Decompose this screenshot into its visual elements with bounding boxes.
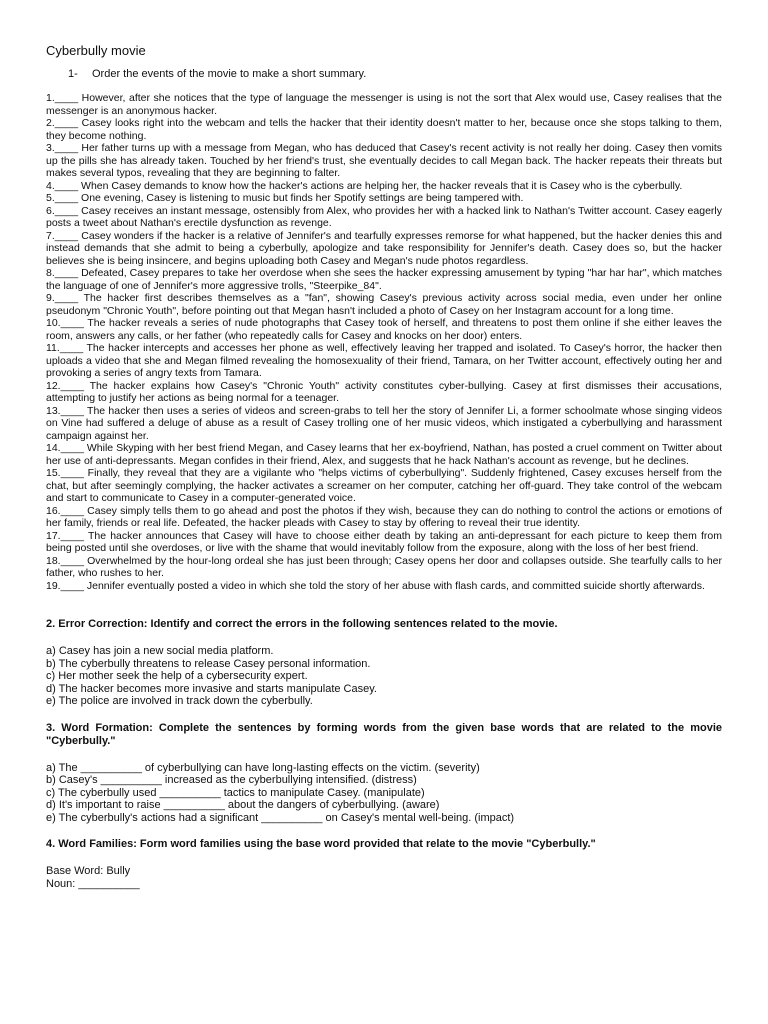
list-item: a) The __________ of cyberbullying can have long-lasting effects on the victim. (severity) (46, 761, 480, 774)
section2-list (46, 645, 722, 708)
section3-title: 3. Word Formation: Complete the sentences by forming words from the given base words that are related to the movie "Cyberbully." (46, 721, 722, 747)
list-item: Noun: __________ (46, 877, 140, 890)
list-item: c) The cyberbully used __________ tactics to manipulate Casey. (manipulate) (46, 786, 425, 799)
event-item: 16.____ Casey simply tells them to go ahead and post the photos if they wish, because they can do nothing to control the actions or emotions of her family, friends or real life. Defeated, the hacker pleads with Casey to stay by offering to reveal their true identity. (46, 504, 722, 529)
section2-title: 2. Error Correction: Identify and correct the errors in the following sentences related to the movie. (46, 618, 558, 630)
event-item: 9.____ The hacker first describes themselves as a "fan", showing Casey's previous activity across social media, even under her online pseudonym "Chronic Youth", before pointing out that Megan hasn't included a photo of Casey on her Instagram account for a long time. (46, 292, 722, 317)
event-item: 8.____ Defeated, Casey prepares to take her overdose when she sees the hacker expressing amusement by typing "har har har", which matches the language of one of Jennifer's more aggressive trolls, "Steerpike_84". (46, 267, 722, 292)
section4-list (46, 865, 722, 890)
page-title: Cyberbully movie (46, 43, 146, 58)
section1-instruction-text: Order the events of the movie to make a short summary. (92, 68, 367, 80)
list-item: b) The cyberbully threatens to release Casey personal information. (46, 657, 371, 670)
list-item: Base Word: Bully (46, 865, 131, 877)
list-item: e) The cyberbully's actions had a significant __________ on Casey's mental well-being. (impact) (46, 811, 515, 824)
worksheet-page (46, 43, 722, 890)
event-item: 7.____ Casey wonders if the hacker is a relative of Jennifer's and tearfully expresses remorse for what happened, but the hacker denies this and instead demands that she admit to being a cyberbully, apologize and take responsibility for Jennifer's death. Casey does so, but the hacker believes she is being insincere, and begins uploading both Casey and Megan's nude photos regardless. (46, 229, 722, 267)
event-item: 4.____ When Casey demands to know how the hacker's actions are helping her, the hacker reveals that it is Casey who is the cyberbully. (46, 179, 683, 192)
section1-instruction (46, 68, 722, 80)
event-item: 19.____ Jennifer eventually posted a video in which she told the story of her abuse with flash cards, and committed suicide shortly afterwards. (46, 579, 705, 592)
event-item: 12.____ The hacker explains how Casey's "Chronic Youth" activity constitutes cyber-bullying. Casey at first dismisses their accusations, attempting to justify her actions as being normal for a teenager. (46, 379, 722, 404)
event-item: 13.____ The hacker then uses a series of videos and screen-grabs to tell her the story of Jennifer Li, a former schoolmate whose singing videos on Vine had suffered a deluge of abuse as a result of Casey trolling one of her music videos, which instigated a cyberbullying and harassment campaign against her. (46, 404, 722, 442)
event-item: 10.____ The hacker reveals a series of nude photographs that Casey took of herself, and threatens to post them online if she either leaves the room, answers any calls, or her father (who repeatedly calls for Casey and knocks on her door) enters. (46, 317, 722, 342)
event-item: 14.____ While Skyping with her best friend Megan, and Casey learns that her ex-boyfriend, Nathan, has posted a cruel comment on Twitter about her use of anti-depressants. Megan confides in their friend, Alex, and suggests that he hack Nathan's account as revenge, but he declines. (46, 442, 722, 467)
section1-number: 1- (68, 68, 78, 80)
section4-title: 4. Word Families: Form word families using the base word provided that relate to the movie "Cyberbully." (46, 838, 596, 850)
list-item: a) Casey has join a new social media platform. (46, 645, 274, 657)
event-item: 2.____ Casey looks right into the webcam and tells the hacker that their identity doesn't matter to her, because once she stops talking to them, they become nothing. (46, 117, 722, 142)
list-item: d) It's important to raise __________ about the dangers of cyberbullying. (aware) (46, 799, 440, 811)
event-item: 1.____ However, after she notices that the type of language the messenger is using is not the sort that Alex would use, Casey realises that the messenger is an anonymous hacker. (46, 92, 722, 117)
list-item: e) The police are involved in track down the cyberbully. (46, 695, 313, 707)
section3-list (46, 762, 722, 825)
event-item: 3.____ Her father turns up with a message from Megan, who has deduced that Casey's recent activity is not really her doing. Casey then vomits up the pills she has already taken. Touched by her friend's trust, she eventually decides to call Megan back. The hacker repeats their threats but makes several typos, revealing that they are beginning to falter. (46, 142, 722, 179)
list-item: d) The hacker becomes more invasive and starts manipulate Casey. (46, 682, 377, 695)
list-item: c) Her mother seek the help of a cybersecurity expert. (46, 670, 308, 682)
event-item: 6.____ Casey receives an instant message, ostensibly from Alex, who provides her with a hacked link to Nathan's Twitter account. Casey eagerly posts a tweet about Nathan's erectile dysfunction as revenge. (46, 204, 722, 229)
event-item: 11.____ The hacker intercepts and accesses her phone as well, effectively leaving her trapped and isolated. To Casey's horror, the hacker then uploads a video that she and Megan filmed revealing the homosexuality of their friend, Tamara, on her Twitter account, effectively outing her and provoking a series of angry texts from Tamara. (46, 342, 722, 379)
event-item: 15.____ Finally, they reveal that they are a vigilante who "helps victims of cyberbullying". Suddenly frightened, Casey excuses herself from the chat, but after seemingly complying, the hacker activates a screamer on her computer, catching her off-guard. They take control of the webcam and start to communicate to Casey in a computer-generated voice. (46, 467, 722, 504)
event-item: 18.____ Overwhelmed by the hour-long ordeal she has just been through; Casey opens her door and collapses outside. She tearfully calls to her father, who rushes to her. (46, 554, 722, 579)
list-item: b) Casey's __________ increased as the cyberbullying intensified. (distress) (46, 774, 417, 786)
event-item: 17.____ The hacker announces that Casey will have to choose either death by taking an anti-depressant for each picture to keep them from being posted until she overdoses, or live with the shame that would inevitably follow from the exposure, along with the loss of her best friend. (46, 529, 722, 554)
events-list (46, 92, 722, 592)
event-item: 5.____ One evening, Casey is listening to music but finds her Spotify settings are being tampered with. (46, 192, 524, 204)
